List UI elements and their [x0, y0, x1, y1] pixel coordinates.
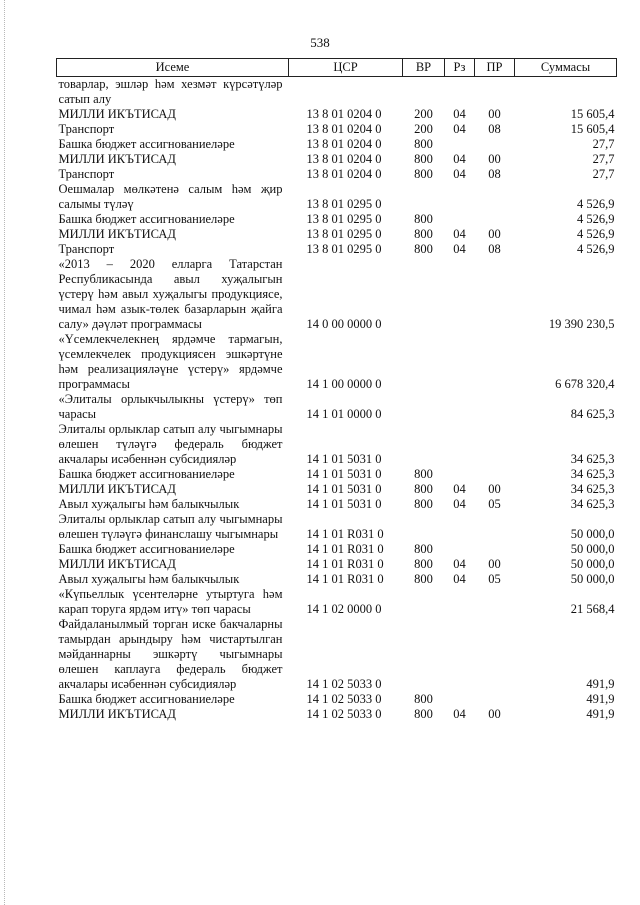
row-pr-code: 08 [488, 122, 501, 136]
table-row [57, 152, 617, 167]
row-name: Авыл хуҗалыгы һәм балыкчылык [58, 497, 240, 511]
row-vr-code: 800 [414, 152, 433, 166]
row-rz-code: 04 [453, 482, 466, 496]
row-csr-code: 14 1 00 0000 0 [306, 377, 382, 391]
row-rz-code [445, 332, 475, 392]
row-rz-code: 04 [453, 557, 466, 571]
row-csr-code: 13 8 01 0295 0 [306, 242, 382, 256]
row-pr-code [475, 542, 515, 557]
row-rz-code [445, 137, 475, 152]
row-name: Башка бюджет ассигнованиеләре [58, 137, 235, 151]
row-sum: 4 526,9 [577, 212, 615, 226]
table-row [57, 467, 617, 482]
row-csr-code: 14 1 01 R031 0 [306, 542, 384, 556]
row-pr-code [475, 692, 515, 707]
row-rz-code: 04 [453, 227, 466, 241]
row-csr-code: 14 0 00 0000 0 [306, 317, 382, 331]
row-sum: 27,7 [592, 137, 615, 151]
row-csr-code: 14 1 01 R031 0 [306, 557, 384, 571]
row-name: «2013 – 2020 елларга Татарстан Республикасында авыл хуҗалыгын үстерү һәм авыл хуҗалыгы продукциясе, чимал һәм азык-төлек базарларын җайга салу» дәүләт программасы [58, 257, 283, 331]
table-row [57, 257, 617, 332]
row-sum: 491,9 [586, 677, 615, 691]
row-pr-code [475, 392, 515, 422]
row-csr-code: 14 1 02 0000 0 [306, 602, 382, 616]
page-number: 538 [310, 35, 330, 50]
row-rz-code [445, 467, 475, 482]
row-vr-code: 800 [414, 497, 433, 511]
row-rz-code [445, 257, 475, 332]
row-sum: 34 625,3 [570, 497, 615, 511]
row-rz-code [445, 77, 475, 108]
header-name: Исеме [57, 59, 289, 77]
row-vr-code [403, 512, 445, 542]
row-sum: 50 000,0 [570, 557, 615, 571]
row-csr-code: 14 1 02 5033 0 [306, 677, 382, 691]
table-row [57, 587, 617, 617]
row-sum: 4 526,9 [577, 227, 615, 241]
table-row [57, 707, 617, 722]
row-vr-code [403, 422, 445, 467]
row-pr-code [475, 212, 515, 227]
row-vr-code: 800 [414, 242, 433, 256]
row-vr-code [403, 182, 445, 212]
row-pr-code: 05 [488, 572, 501, 586]
row-csr-code: 13 8 01 0295 0 [306, 212, 382, 226]
table-row [57, 182, 617, 212]
row-name: МИЛЛИ ИКЪТИСАД [58, 482, 176, 496]
row-sum: 21 568,4 [570, 602, 615, 616]
row-pr-code: 05 [488, 497, 501, 511]
row-rz-code: 04 [453, 107, 466, 121]
row-csr-code: 14 1 01 5031 0 [306, 452, 382, 466]
row-rz-code [445, 422, 475, 467]
table-row [57, 692, 617, 707]
header-rz: Рз [445, 59, 475, 77]
row-pr-code [475, 512, 515, 542]
row-pr-code: 08 [488, 242, 501, 256]
row-csr-code: 13 8 01 0204 0 [306, 122, 382, 136]
row-sum: 491,9 [586, 692, 615, 706]
table-row [57, 542, 617, 557]
row-rz-code [445, 512, 475, 542]
row-name: Башка бюджет ассигнованиеләре [58, 692, 235, 706]
header-sum: Суммасы [515, 59, 617, 77]
row-vr-code: 800 [414, 467, 433, 481]
row-csr-code: 13 8 01 0204 0 [306, 107, 382, 121]
row-pr-code: 08 [488, 167, 501, 181]
row-rz-code [445, 542, 475, 557]
row-pr-code [475, 617, 515, 692]
row-rz-code: 04 [453, 497, 466, 511]
row-csr-code: 14 1 02 5033 0 [306, 692, 382, 706]
row-sum: 15 605,4 [570, 122, 615, 136]
row-sum: 27,7 [592, 167, 615, 181]
table-row [57, 512, 617, 542]
row-csr-code [289, 77, 403, 108]
row-name: «Күпьеллык үсентеләрне утыртуга һәм карап торуга ярдәм итү» төп чарасы [58, 587, 283, 616]
row-pr-code [475, 137, 515, 152]
row-sum: 491,9 [586, 707, 615, 721]
row-vr-code: 800 [414, 167, 433, 181]
table-body [57, 77, 617, 723]
row-rz-code: 04 [453, 707, 466, 721]
row-vr-code: 200 [414, 107, 433, 121]
row-sum: 34 625,3 [570, 482, 615, 496]
table-row [57, 167, 617, 182]
row-rz-code: 04 [453, 122, 466, 136]
table-row [57, 572, 617, 587]
row-sum [515, 77, 617, 108]
row-rz-code [445, 692, 475, 707]
table-row [57, 107, 617, 122]
row-csr-code: 13 8 01 0204 0 [306, 152, 382, 166]
table-row [57, 392, 617, 422]
row-vr-code: 800 [414, 572, 433, 586]
table-header [57, 59, 617, 77]
row-name: «Үсемлекчелекнең ярдәмче тармагын, үсемлекчелек продукциясен эшкәртүне һәм реализацияләүне үстерү» ярдәмче программасы [58, 332, 283, 391]
row-rz-code: 04 [453, 572, 466, 586]
budget-table-container [56, 58, 616, 722]
row-name: Файдаланылмый торган иске бакчаларны тамырдан арындыру һәм чистартылган мәйданнарны эшкәртү чыгымнары өлешен каплауга федераль бюджет акчалары исәбеннән субсидияләр [58, 617, 283, 691]
row-vr-code [403, 392, 445, 422]
row-rz-code: 04 [453, 167, 466, 181]
row-csr-code: 14 1 01 R031 0 [306, 527, 384, 541]
row-sum: 34 625,3 [570, 452, 615, 466]
row-vr-code: 800 [414, 692, 433, 706]
table-row [57, 212, 617, 227]
row-csr-code: 14 1 01 5031 0 [306, 497, 382, 511]
row-rz-code [445, 182, 475, 212]
row-vr-code: 200 [414, 122, 433, 136]
row-name: Авыл хуҗалыгы һәм балыкчылык [58, 572, 240, 586]
row-name: Транспорт [58, 167, 115, 181]
row-name: МИЛЛИ ИКЪТИСАД [58, 557, 176, 571]
row-sum: 50 000,0 [570, 572, 615, 586]
row-pr-code [475, 77, 515, 108]
row-name: Башка бюджет ассигнованиеләре [58, 467, 235, 481]
row-csr-code: 13 8 01 0295 0 [306, 227, 382, 241]
table-row [57, 122, 617, 137]
table-row [57, 242, 617, 257]
row-sum: 50 000,0 [570, 527, 615, 541]
row-name: «Элиталы орлыкчылыкны үстерү» төп чарасы [58, 392, 283, 421]
row-sum: 19 390 230,5 [548, 317, 615, 331]
row-csr-code: 14 1 01 5031 0 [306, 482, 382, 496]
row-sum: 4 526,9 [577, 242, 615, 256]
table-row [57, 137, 617, 152]
table-row [57, 227, 617, 242]
row-sum: 15 605,4 [570, 107, 615, 121]
row-sum: 6 678 320,4 [555, 377, 615, 391]
row-vr-code [403, 617, 445, 692]
header-pr: ПР [475, 59, 515, 77]
row-sum: 84 625,3 [570, 407, 615, 421]
row-vr-code [403, 332, 445, 392]
row-pr-code: 00 [488, 707, 501, 721]
row-pr-code [475, 467, 515, 482]
table-row [57, 497, 617, 512]
row-vr-code [403, 77, 445, 108]
header-vr: ВР [403, 59, 445, 77]
scan-margin-line [4, 0, 5, 905]
table-row [57, 557, 617, 572]
row-rz-code: 04 [453, 242, 466, 256]
row-pr-code: 00 [488, 227, 501, 241]
row-name: Башка бюджет ассигнованиеләре [58, 212, 235, 226]
table-row [57, 617, 617, 692]
row-csr-code: 14 1 01 5031 0 [306, 467, 382, 481]
row-csr-code: 14 1 02 5033 0 [306, 707, 382, 721]
table-row [57, 482, 617, 497]
row-pr-code [475, 422, 515, 467]
row-vr-code: 800 [414, 212, 433, 226]
row-vr-code: 800 [414, 542, 433, 556]
row-name: Элиталы орлыклар сатып алу чыгымнары өлешен түләүгә федераль бюджет акчалары исәбеннән субсидияләр [58, 422, 283, 466]
row-rz-code: 04 [453, 152, 466, 166]
row-rz-code [445, 212, 475, 227]
row-csr-code: 14 1 01 R031 0 [306, 572, 384, 586]
row-vr-code: 800 [414, 482, 433, 496]
row-sum: 4 526,9 [577, 197, 615, 211]
row-vr-code: 800 [414, 557, 433, 571]
table-row [57, 332, 617, 392]
row-vr-code [403, 587, 445, 617]
row-name: Транспорт [58, 242, 115, 256]
row-vr-code: 800 [414, 137, 433, 151]
row-name: Элиталы орлыклар сатып алу чыгымнары өлешен түләүгә финанслашу чыгымнары [58, 512, 283, 541]
row-name: Оешмалар мөлкәтенә салым һәм җир салымы түләү [58, 182, 283, 211]
row-rz-code [445, 587, 475, 617]
row-sum: 50 000,0 [570, 542, 615, 556]
row-name: МИЛЛИ ИКЪТИСАД [58, 107, 176, 121]
header-csr: ЦСР [289, 59, 403, 77]
row-pr-code: 00 [488, 107, 501, 121]
row-sum: 27,7 [592, 152, 615, 166]
row-sum: 34 625,3 [570, 467, 615, 481]
row-name: МИЛЛИ ИКЪТИСАД [58, 227, 176, 241]
budget-table [56, 58, 617, 722]
row-pr-code: 00 [488, 152, 501, 166]
row-name: Транспорт [58, 122, 115, 136]
row-name: МИЛЛИ ИКЪТИСАД [58, 707, 176, 721]
table-row [57, 77, 617, 108]
row-pr-code: 00 [488, 482, 501, 496]
row-vr-code [403, 257, 445, 332]
row-csr-code: 13 8 01 0295 0 [306, 197, 382, 211]
row-csr-code: 13 8 01 0204 0 [306, 137, 382, 151]
row-csr-code: 14 1 01 0000 0 [306, 407, 382, 421]
row-csr-code: 13 8 01 0204 0 [306, 167, 382, 181]
row-pr-code [475, 182, 515, 212]
row-vr-code: 800 [414, 227, 433, 241]
row-name: товарлар, эшләр һәм хезмәт күрсәтүләр сатып алу [58, 77, 283, 106]
table-row [57, 422, 617, 467]
row-rz-code [445, 392, 475, 422]
row-vr-code: 800 [414, 707, 433, 721]
row-rz-code [445, 617, 475, 692]
row-pr-code [475, 332, 515, 392]
row-pr-code: 00 [488, 557, 501, 571]
row-name: Башка бюджет ассигнованиеләре [58, 542, 235, 556]
row-name: МИЛЛИ ИКЪТИСАД [58, 152, 176, 166]
row-pr-code [475, 257, 515, 332]
row-pr-code [475, 587, 515, 617]
